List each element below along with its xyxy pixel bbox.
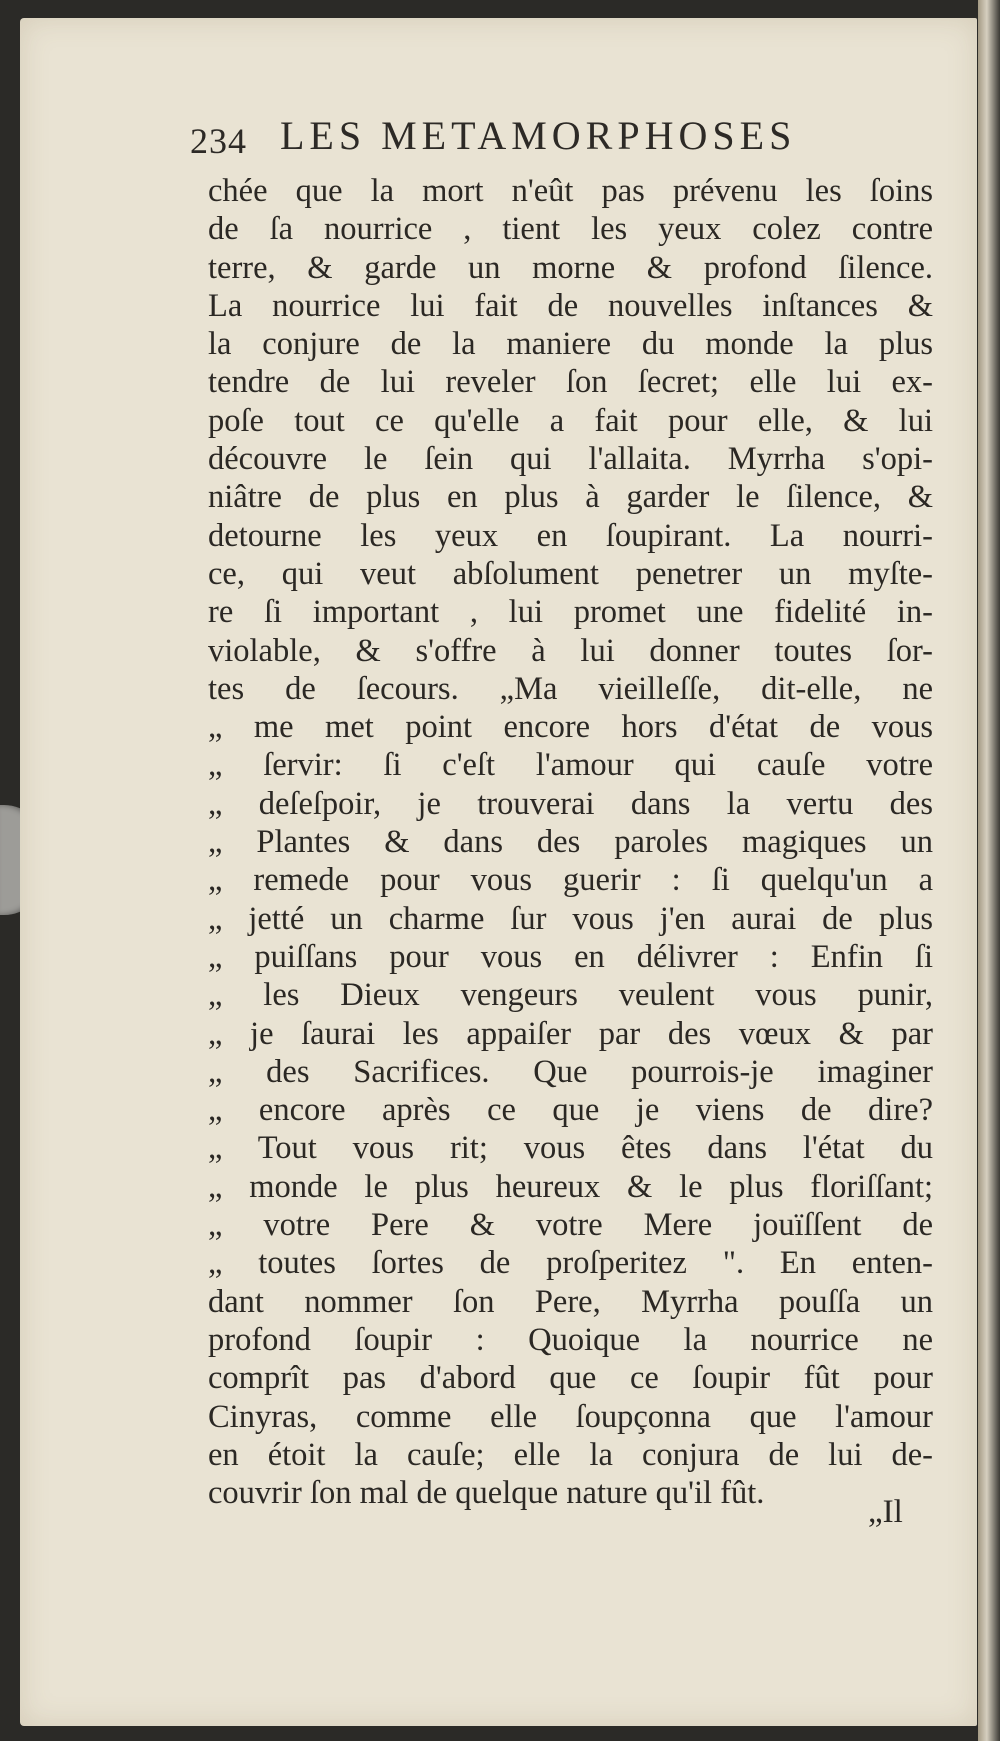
text-line: „ monde le plus heureux & le plus floriſſant;: [208, 1168, 933, 1205]
text-line: „ jetté un charme ſur vous j'en aurai de plus: [208, 900, 933, 937]
text-line: chée que la mort n'eût pas prévenu les ſoins: [208, 173, 933, 209]
text-line: terre, & garde un morne & profond ſilence.: [208, 249, 933, 286]
text-line: dant nommer ſon Pere, Myrrha pouſſa un: [208, 1283, 933, 1320]
text-line: niâtre de plus en plus à garder le ſilence, &: [208, 479, 933, 516]
text-line: „ je ſaurai les appaiſer par des vœux & par: [208, 1015, 933, 1052]
text-line: „ me met point encore hors d'état de vous: [208, 709, 933, 746]
text-line: comprît pas d'abord que ce ſoupir fût pour: [208, 1360, 933, 1397]
text-line: „ votre Pere & votre Mere jouïſſent de: [208, 1207, 933, 1244]
text-line: poſe tout ce qu'elle a fait pour elle, & lui: [208, 402, 933, 439]
text-line: „ Tout vous rit; vous êtes dans l'état du: [208, 1130, 933, 1167]
text-line: „ puiſſans pour vous en délivrer : Enfin ſi: [208, 938, 933, 975]
text-line: découvre le ſein qui l'allaita. Myrrha s'opi-: [208, 441, 933, 478]
text-line: ce, qui veut abſolument penetrer un myſte-: [208, 555, 933, 592]
text-line: tendre de lui reveler ſon ſecret; elle lui ex-: [208, 364, 933, 401]
adjacent-page-edge: [978, 0, 1000, 1741]
text-line: la conjure de la maniere du monde la plus: [208, 326, 933, 363]
text-line: couvrir ſon mal de quelque nature qu'il fût.: [208, 1475, 765, 1512]
text-line: „ deſeſpoir, je trouverai dans la vertu des: [208, 785, 933, 822]
text-line: La nourrice lui fait de nouvelles inſtances &: [208, 287, 933, 324]
text-line: „ des Sacrifices. Que pourrois-je imaginer: [208, 1053, 933, 1090]
text-line: detourne les yeux en ſoupirant. La nourri-: [208, 517, 933, 554]
body-text: [208, 172, 933, 1512]
text-line: „ ſervir: ſi c'eſt l'amour qui cauſe votre: [208, 747, 933, 784]
text-line: tes de ſecours. „Ma vieilleſſe, dit-elle, ne: [208, 670, 933, 707]
text-line: „ Plantes & dans des paroles magiques un: [208, 824, 933, 861]
text-line: Cinyras, comme elle ſoupçonna que l'amour: [208, 1398, 933, 1435]
text-line: „ encore après ce que je viens de dire?: [208, 1092, 933, 1129]
text-line: re ſi important , lui promet une fidelité in-: [208, 594, 933, 631]
text-line: violable, & s'offre à lui donner toutes ſor-: [208, 632, 933, 669]
text-line: de ſa nourrice , tient les yeux colez contre: [208, 211, 933, 248]
text-line: en étoit la cauſe; elle la conjura de lui de-: [208, 1436, 933, 1473]
text-line: „ remede pour vous guerir : ſi quelqu'un a: [208, 862, 933, 899]
text-line: „ toutes ſortes de proſperitez ". En enten-: [208, 1245, 933, 1282]
page-number: 234: [190, 121, 247, 161]
catchword: „Il: [868, 1494, 903, 1530]
text-line: „ les Dieux vengeurs veulent vous punir,: [208, 977, 933, 1014]
page-header: [190, 112, 880, 162]
running-head: LES METAMORPHOSES: [280, 113, 797, 158]
text-line: profond ſoupir : Quoique la nourrice ne: [208, 1321, 933, 1358]
